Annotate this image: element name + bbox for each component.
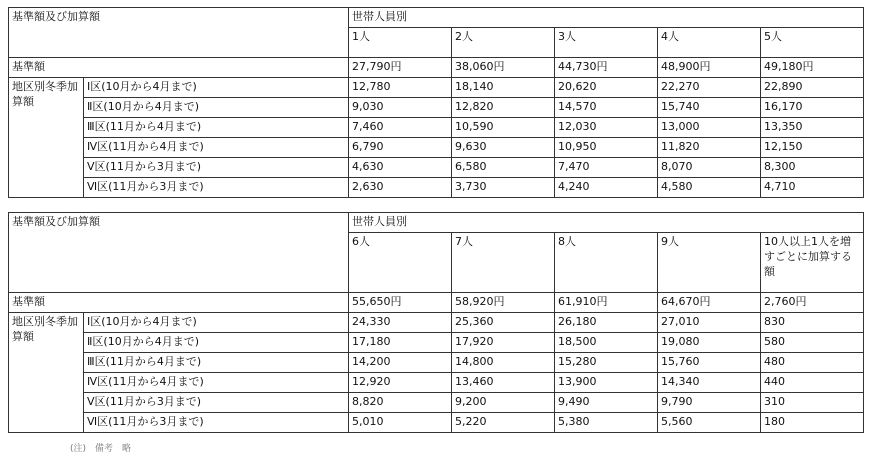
household-size-header: 世帯人員別 — [349, 213, 864, 233]
table-cell: 14,800 — [452, 353, 555, 373]
column-header: 7人 — [452, 233, 555, 293]
table-cell: 15,760 — [658, 353, 761, 373]
table-cell: 4,630 — [349, 158, 452, 178]
table-cell: 13,460 — [452, 373, 555, 393]
table-cell: 14,570 — [555, 98, 658, 118]
table-cell: 14,340 — [658, 373, 761, 393]
table-cell: 4,580 — [658, 178, 761, 198]
table-cell: 3,730 — [452, 178, 555, 198]
table-cell: 12,820 — [452, 98, 555, 118]
district-label: Ⅱ区(10月から4月まで) — [84, 98, 349, 118]
table-cell: 22,890 — [761, 78, 864, 98]
table-cell: 12,920 — [349, 373, 452, 393]
table-cell: 8,820 — [349, 393, 452, 413]
table-title: 基準額及び加算額 — [9, 8, 349, 58]
table-cell: 9,790 — [658, 393, 761, 413]
table-cell: 19,080 — [658, 333, 761, 353]
table-cell: 15,280 — [555, 353, 658, 373]
base-amount-value: 44,730円 — [555, 58, 658, 78]
table-cell: 9,200 — [452, 393, 555, 413]
column-header: 1人 — [349, 28, 452, 58]
table-row — [9, 118, 864, 138]
district-label: Ⅵ区(11月から3月まで) — [84, 178, 349, 198]
table-cell: 480 — [761, 353, 864, 373]
table-row — [9, 178, 864, 198]
table-title: 基準額及び加算額 — [9, 213, 349, 293]
table-cell: 2,630 — [349, 178, 452, 198]
table-cell: 7,470 — [555, 158, 658, 178]
table-row — [9, 98, 864, 118]
base-amount-value: 58,920円 — [452, 293, 555, 313]
district-label: Ⅲ区(11月から4月まで) — [84, 353, 349, 373]
table-cell: 440 — [761, 373, 864, 393]
table-cell: 8,070 — [658, 158, 761, 178]
winter-allowance-label: 地区別冬季加算額 — [9, 313, 84, 433]
column-header: 10人以上1人を増すごとに加算する額 — [761, 233, 864, 293]
allowance-table-6-plus-persons — [8, 212, 864, 433]
base-amount-value: 27,790円 — [349, 58, 452, 78]
column-header: 8人 — [555, 233, 658, 293]
table-row — [9, 413, 864, 433]
table-cell: 24,330 — [349, 313, 452, 333]
table-cell: 830 — [761, 313, 864, 333]
table-cell: 13,000 — [658, 118, 761, 138]
table-cell: 16,170 — [761, 98, 864, 118]
district-label: Ⅰ区(10月から4月まで) — [84, 313, 349, 333]
table-cell: 26,180 — [555, 313, 658, 333]
table-cell: 6,580 — [452, 158, 555, 178]
table-row — [9, 138, 864, 158]
table-cell: 15,740 — [658, 98, 761, 118]
base-amount-value: 64,670円 — [658, 293, 761, 313]
table-row — [9, 313, 864, 333]
base-amount-label: 基準額 — [9, 293, 349, 313]
base-amount-value: 2,760円 — [761, 293, 864, 313]
table-cell: 8,300 — [761, 158, 864, 178]
table-cell: 18,140 — [452, 78, 555, 98]
table-cell: 22,270 — [658, 78, 761, 98]
column-header: 4人 — [658, 28, 761, 58]
table-cell: 17,920 — [452, 333, 555, 353]
table-cell: 25,360 — [452, 313, 555, 333]
table-cell: 20,620 — [555, 78, 658, 98]
table-cell: 13,350 — [761, 118, 864, 138]
column-header: 9人 — [658, 233, 761, 293]
table-cell: 12,780 — [349, 78, 452, 98]
table-cell: 17,180 — [349, 333, 452, 353]
table-cell: 9,630 — [452, 138, 555, 158]
table-row — [9, 353, 864, 373]
table-row — [9, 158, 864, 178]
table-cell: 5,380 — [555, 413, 658, 433]
table-row — [9, 333, 864, 353]
district-label: Ⅰ区(10月から4月まで) — [84, 78, 349, 98]
winter-allowance-label: 地区別冬季加算額 — [9, 78, 84, 198]
table-cell: 10,950 — [555, 138, 658, 158]
table-cell: 27,010 — [658, 313, 761, 333]
base-amount-value: 38,060円 — [452, 58, 555, 78]
table-cell: 180 — [761, 413, 864, 433]
table-cell: 5,220 — [452, 413, 555, 433]
column-header: 5人 — [761, 28, 864, 58]
table-cell: 310 — [761, 393, 864, 413]
district-label: Ⅴ区(11月から3月まで) — [84, 393, 349, 413]
base-amount-value: 48,900円 — [658, 58, 761, 78]
table-cell: 5,010 — [349, 413, 452, 433]
table-cell: 14,200 — [349, 353, 452, 373]
base-amount-value: 61,910円 — [555, 293, 658, 313]
table-cell: 10,590 — [452, 118, 555, 138]
table-cell: 4,240 — [555, 178, 658, 198]
table-cell: 13,900 — [555, 373, 658, 393]
district-label: Ⅳ区(11月から4月まで) — [84, 373, 349, 393]
table-cell: 12,030 — [555, 118, 658, 138]
table-cell: 4,710 — [761, 178, 864, 198]
base-amount-value: 49,180円 — [761, 58, 864, 78]
table-row — [9, 78, 864, 98]
column-header: 6人 — [349, 233, 452, 293]
allowance-table-1-to-5-persons — [8, 7, 864, 198]
column-header: 2人 — [452, 28, 555, 58]
table-row — [9, 373, 864, 393]
base-amount-value: 55,650円 — [349, 293, 452, 313]
table-cell: 12,150 — [761, 138, 864, 158]
table-row — [9, 393, 864, 413]
table-cell: 580 — [761, 333, 864, 353]
household-size-header: 世帯人員別 — [349, 8, 864, 28]
table-cell: 11,820 — [658, 138, 761, 158]
table-cell: 9,030 — [349, 98, 452, 118]
district-label: Ⅱ区(10月から4月まで) — [84, 333, 349, 353]
table-cell: 5,560 — [658, 413, 761, 433]
table-cell: 18,500 — [555, 333, 658, 353]
table-cell: 7,460 — [349, 118, 452, 138]
district-label: Ⅲ区(11月から4月まで) — [84, 118, 349, 138]
district-label: Ⅵ区(11月から3月まで) — [84, 413, 349, 433]
district-label: Ⅴ区(11月から3月まで) — [84, 158, 349, 178]
base-amount-label: 基準額 — [9, 58, 349, 78]
footer-note: (注) 備考 略 — [70, 444, 132, 454]
district-label: Ⅳ区(11月から4月まで) — [84, 138, 349, 158]
table-cell: 6,790 — [349, 138, 452, 158]
table-cell: 9,490 — [555, 393, 658, 413]
column-header: 3人 — [555, 28, 658, 58]
